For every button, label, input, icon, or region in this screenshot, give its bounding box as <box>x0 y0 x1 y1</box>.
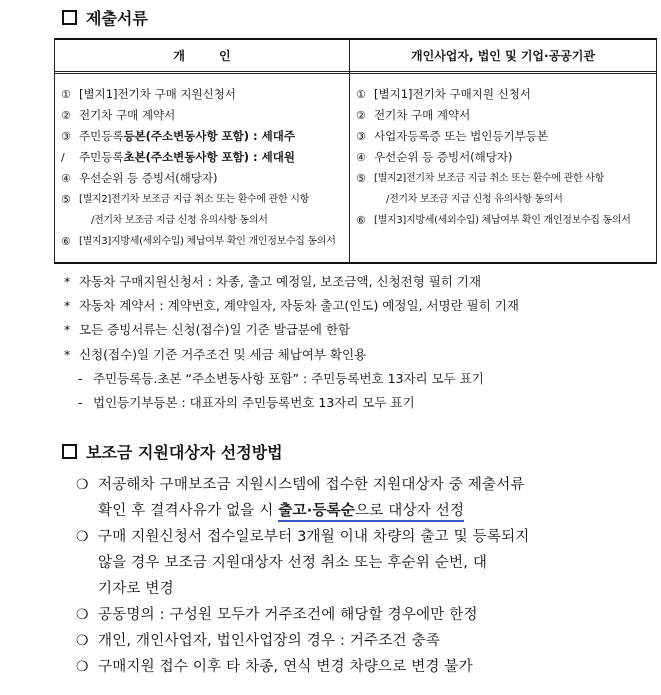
list-item: ③ 주민등록 등본(주소변동사항 포함) : 세대주 <box>61 129 295 143</box>
note-item: * 자동차 구매지원신청서 : 차종, 출고 예정일, 보조금액, 신청전형 필히 기재 <box>64 274 482 289</box>
list-item: ③ 사업자등록증 또는 법인등기부등본 <box>356 129 548 143</box>
bullet-item: ❍ 구매지원 접수 이후 타 차종, 연식 변경 차량으로 변경 불가 <box>76 654 646 680</box>
list-item: / 주민등록 초본(주소변동사항 포함) : 세대원 <box>61 150 295 164</box>
section-heading-documents <box>62 6 148 29</box>
bullet-item: ❍ 구매 지원신청서 접수일로부터 3개월 이내 차량의 출고 및 등록되지 <box>76 524 646 550</box>
list-item: ⑥ [별지3]지방세(세외수입) 체납여부 확인 개인정보수집 동의서 <box>61 235 336 248</box>
note-item: * 신청(접수)일 기준 거주조건 및 세금 체납여부 확인용 <box>64 346 367 362</box>
circle-bullet-icon: ❍ <box>76 607 89 623</box>
list-item: ⑤ [별지2]전기차 보조금 지급 취소 또는 환수에 관한 사항 <box>356 172 604 185</box>
circle-bullet-icon: ❍ <box>76 477 89 493</box>
list-item: ① [별지1]전기차 구매지원 신청서 <box>356 87 531 101</box>
selection-bullets <box>76 472 646 680</box>
bullet-continued: 기자로 변경 <box>98 581 174 597</box>
list-item: ⑥ [별지3]지방세(세외수입) 체납여부 확인 개인정보수집 동의서 <box>356 214 631 227</box>
header-business: 개인사업자, 법인 및 기업·공공기관 <box>411 49 595 63</box>
list-item: ④ 우선순위 등 증빙서(해당자) <box>356 150 513 164</box>
checkbox-square-icon <box>62 10 77 25</box>
list-item-continued: /전기차 보조금 지급 신청 유의사항 동의서 <box>386 194 563 205</box>
note-item: * 모든 증빙서류는 신청(접수)일 기준 발급분에 한함 <box>64 322 351 338</box>
list-item: ④ 우선순위 등 증빙서(해당자) <box>61 171 218 185</box>
checkbox-square-icon <box>62 444 77 459</box>
bullet-item: ❍ 개인, 개인사업자, 법인사업장의 경우 : 거주조건 충족 <box>76 628 646 654</box>
section-heading-selection <box>62 440 283 463</box>
note-item: * 자동차 계약서 : 계약번호, 계약일자, 자동차 출고(인도) 예정일, 서명란 필히 기재 <box>64 298 519 314</box>
note-subitem: - 법인등기부등본 : 대표자의 주민등록번호 13자리 모두 표기 <box>78 395 415 411</box>
list-item: ② 전기차 구매 계약서 <box>356 108 471 122</box>
list-item-continued: /전기차 보조금 지급 신청 유의사항 동의서 <box>91 215 268 226</box>
circle-bullet-icon: ❍ <box>76 659 89 675</box>
section-title: 제출서류 <box>86 9 148 28</box>
circle-bullet-icon: ❍ <box>76 633 89 649</box>
section-title: 보조금 지원대상자 선정방법 <box>86 443 283 462</box>
documents-table <box>54 38 657 264</box>
note-subitem: - 주민등록등.초본 “주소변동사항 포함” : 주민등록번호 13자리 모두 표기 <box>78 370 484 386</box>
list-item: ② 전기차 구매 계약서 <box>61 108 176 122</box>
notes-list <box>64 270 519 415</box>
business-doc-list <box>356 84 654 231</box>
bullet-continued: 확인 후 결격사유가 없을 시 출고·등록순으로 대상자 선정 <box>76 498 646 524</box>
circle-bullet-icon: ❍ <box>76 529 89 545</box>
bullet-continued: 않을 경우 보조금 지원대상자 선정 취소 또는 후순위 순번, 대 <box>98 555 488 571</box>
header-divider <box>55 73 656 74</box>
individual-doc-list <box>61 84 346 252</box>
list-item: ⑤ [별지2]전기차 보조금 지급 취소 또는 환수에 관한 시항 <box>61 193 309 206</box>
list-item: ① [별지1]전기차 구매 지원신청서 <box>61 87 236 101</box>
bullet-item: ❍ 공동명의 : 구성원 모두가 거주조건에 해당할 경우에만 한정 <box>76 602 646 628</box>
header-individual: 개인 <box>173 49 265 63</box>
bullet-item: ❍ 저공해차 구매보조금 지원시스템에 접수한 지원대상자 중 제출서류 <box>76 472 646 498</box>
